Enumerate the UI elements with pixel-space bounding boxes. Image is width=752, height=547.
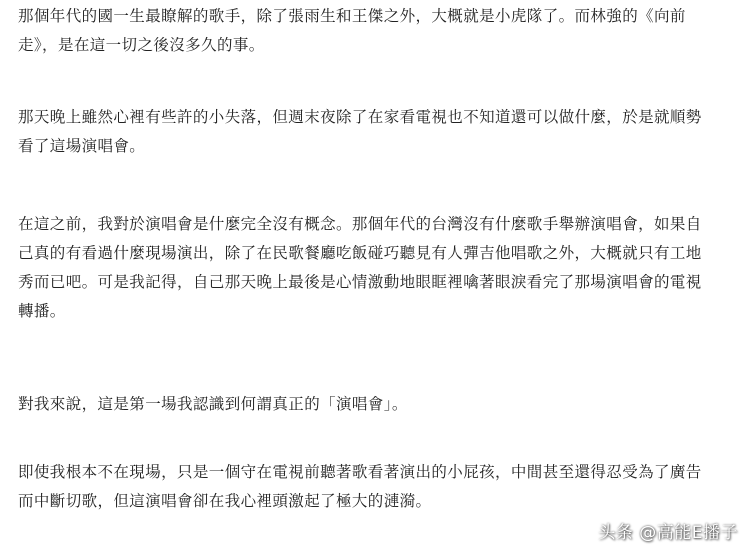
paragraph-4: [18, 390, 408, 419]
paragraph-5: [18, 458, 702, 516]
paragraph-line: 走》，是在這一切之後沒多久的事。: [18, 36, 265, 54]
paragraph-1: [18, 2, 686, 60]
paragraph-line: 而中斷切歌，但這演唱會卻在我心裡頭激起了極大的漣漪。: [18, 492, 432, 510]
paragraph-line: 即使我根本不在現場，只是一個守在電視前聽著歌看著演出的小屁孩，中間甚至還得忍受為了廣告: [18, 463, 702, 481]
paragraph-line: 轉播。: [18, 302, 66, 320]
paragraph-2: [18, 103, 702, 161]
paragraph-line: 看了這場演唱會。: [18, 137, 146, 155]
paragraph-line: 秀而已吧。可是我記得，自己那天晚上最後是心情激動地眼眶裡噙著眼淚看完了那場演唱會的電視: [18, 273, 702, 291]
paragraph-3: [18, 210, 702, 326]
paragraph-line: 己真的有看過什麼現場演出，除了在民歌餐廳吃飯碰巧聽見有人彈吉他唱歌之外，大概就只有工地: [18, 244, 702, 262]
paragraph-line: 在這之前，我對於演唱會是什麼完全沒有概念。那個年代的台灣沒有什麼歌手舉辦演唱會，如果自: [18, 215, 702, 233]
paragraph-line: 對我來說，這是第一場我認識到何謂真正的「演唱會」。: [18, 395, 408, 413]
watermark: 头条 @高能E播子: [598, 523, 738, 543]
paragraph-line: 那個年代的國一生最瞭解的歌手，除了張雨生和王傑之外，大概就是小虎隊了。而林強的《向前: [18, 7, 686, 25]
paragraph-line: 那天晚上雖然心裡有些許的小失落，但週末夜除了在家看電視也不知道還可以做什麼，於是就順勢: [18, 108, 702, 126]
